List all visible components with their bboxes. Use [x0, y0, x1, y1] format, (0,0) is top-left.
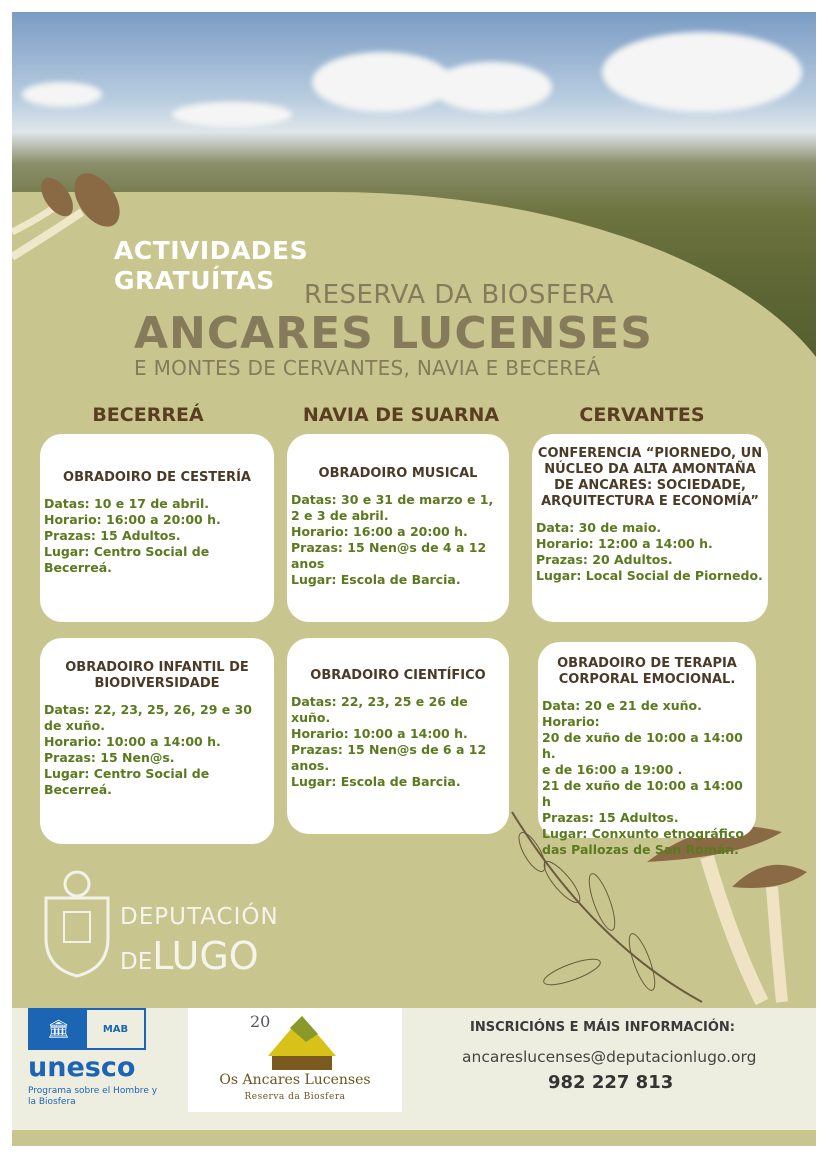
activity-card — [538, 642, 756, 857]
activity-card — [532, 434, 768, 622]
card-detail: Data: 20 e 21 de xuño. — [542, 698, 702, 713]
card-detail: Horario: — [542, 714, 600, 729]
card-detail: Prazas: 15 Nen@s de 4 a 12 anos — [291, 540, 487, 571]
activity-card — [287, 434, 509, 622]
card-detail: Datas: 22, 23, 25, 26, 29 e 30 de xuño. — [44, 702, 252, 733]
logo-subtitle: Reserva da Biosfera — [244, 1092, 346, 1102]
unesco-mab-logo — [28, 1008, 146, 1050]
logo-years: 20 — [250, 1012, 271, 1031]
card-detail: Horario: 16:00 a 20:00 h. — [291, 524, 468, 539]
card-title: OBRADOIRO INFANTIL DE BIODIVERSIDADE — [65, 660, 249, 691]
activity-card — [40, 638, 274, 844]
card-detail: Datas: 22, 23, 25 e 26 de xuño. — [291, 694, 468, 725]
mab-label: MAB — [102, 1023, 129, 1035]
activity-card — [40, 434, 274, 622]
logo-name: Os Ancares Lucenses — [219, 1072, 371, 1088]
card-detail: Prazas: 15 Adultos. — [542, 810, 679, 825]
poster — [12, 12, 816, 1146]
card-detail: Horario: 12:00 a 14:00 h. — [536, 536, 713, 551]
deputacion-lugo: LUGO — [152, 934, 259, 978]
deputacion-de: DE — [120, 949, 153, 975]
contact-phone[interactable]: 982 227 813 — [548, 1072, 674, 1093]
column-heading-becerrea: BECERREÁ — [92, 404, 204, 426]
card-detail: Prazas: 15 Adultos. — [44, 528, 181, 543]
deputacion-coat-of-arms-icon — [36, 868, 118, 980]
card-detail: e de 16:00 a 19:00 . — [542, 762, 683, 777]
card-detail: Prazas: 15 Nen@s. — [44, 750, 175, 765]
reserve-title: RESERVA DA BIOSFERA — [304, 280, 615, 310]
card-detail: Prazas: 20 Adultos. — [536, 552, 673, 567]
card-detail: Lugar: Conxunto etnográfico das Pallozas de San Román. — [542, 826, 744, 857]
card-detail: Lugar: Centro Social de Becerreá. — [44, 766, 210, 797]
column-heading-navia: NAVIA DE SUARNA — [302, 404, 500, 426]
unesco-subtitle: Programa sobre el Hombre y la Biosfera — [28, 1086, 158, 1107]
palloza-icon — [266, 1014, 338, 1074]
deputacion-line2 — [120, 934, 259, 978]
subtitle: E MONTES DE CERVANTES, NAVIA E BECEREÁ — [134, 356, 601, 380]
card-title: OBRADOIRO MUSICAL — [318, 466, 478, 481]
info-heading: INSCRICIÓNS E MÁIS INFORMACIÓN: — [470, 1020, 735, 1035]
card-detail: Prazas: 15 Nen@s de 6 a 12 anos. — [291, 742, 487, 773]
mushroom-top-left-icon — [12, 162, 122, 282]
card-detail: Lugar: Local Social de Piornedo. — [536, 568, 763, 583]
card-detail: 21 de xuño de 10:00 a 14:00 h — [542, 778, 743, 809]
card-title: CONFERENCIA “PIORNEDO, UN NÚCLEO DA ALTA AMONTAÑA DE ANCARES: SOCIEDADE, ARQUITECTURA E ECONOMÍA” — [537, 446, 763, 509]
card-detail: Horario: 10:00 a 14:00 h. — [44, 734, 221, 749]
card-title: OBRADOIRO CIENTÍFICO — [310, 668, 486, 683]
free-activities-title — [114, 236, 308, 296]
column-heading-cervantes: CERVANTES — [579, 404, 705, 426]
card-detail: Lugar: Escola de Barcia. — [291, 572, 461, 587]
card-detail: Datas: 10 e 17 de abril. — [44, 496, 209, 511]
card-title: OBRADOIRO DE TERAPIA CORPORAL EMOCIONAL. — [557, 656, 737, 687]
card-detail: Horario: 10:00 a 14:00 h. — [291, 726, 468, 741]
unesco-temple-icon: 🏛 — [30, 1010, 87, 1048]
deputacion-line1: DEPUTACIÓN — [120, 904, 279, 930]
card-detail: Horario: 16:00 a 20:00 h. — [44, 512, 221, 527]
free-text: GRATUÍTAS — [114, 266, 275, 295]
unesco-wordmark: unesco — [28, 1052, 136, 1083]
card-title: OBRADOIRO DE CESTERÍA — [63, 470, 251, 485]
ancares-lucenses-logo — [188, 1008, 402, 1112]
card-detail: Datas: 30 e 31 de marzo e 1, 2 e 3 de abril. — [291, 492, 494, 523]
card-detail: Lugar: Escola de Barcia. — [291, 774, 461, 789]
main-title: ANCARES LUCENSES — [134, 308, 653, 359]
card-detail: Data: 30 de maio. — [536, 520, 662, 535]
card-detail: Lugar: Centro Social de Becerreá. — [44, 544, 210, 575]
activities-text: ACTIVIDADES — [114, 236, 309, 265]
activity-card — [287, 638, 509, 834]
contact-email-link[interactable]: ancareslucenses@deputacionlugo.org — [462, 1048, 757, 1066]
card-detail: 20 de xuño de 10:00 a 14:00 h. — [542, 730, 743, 761]
